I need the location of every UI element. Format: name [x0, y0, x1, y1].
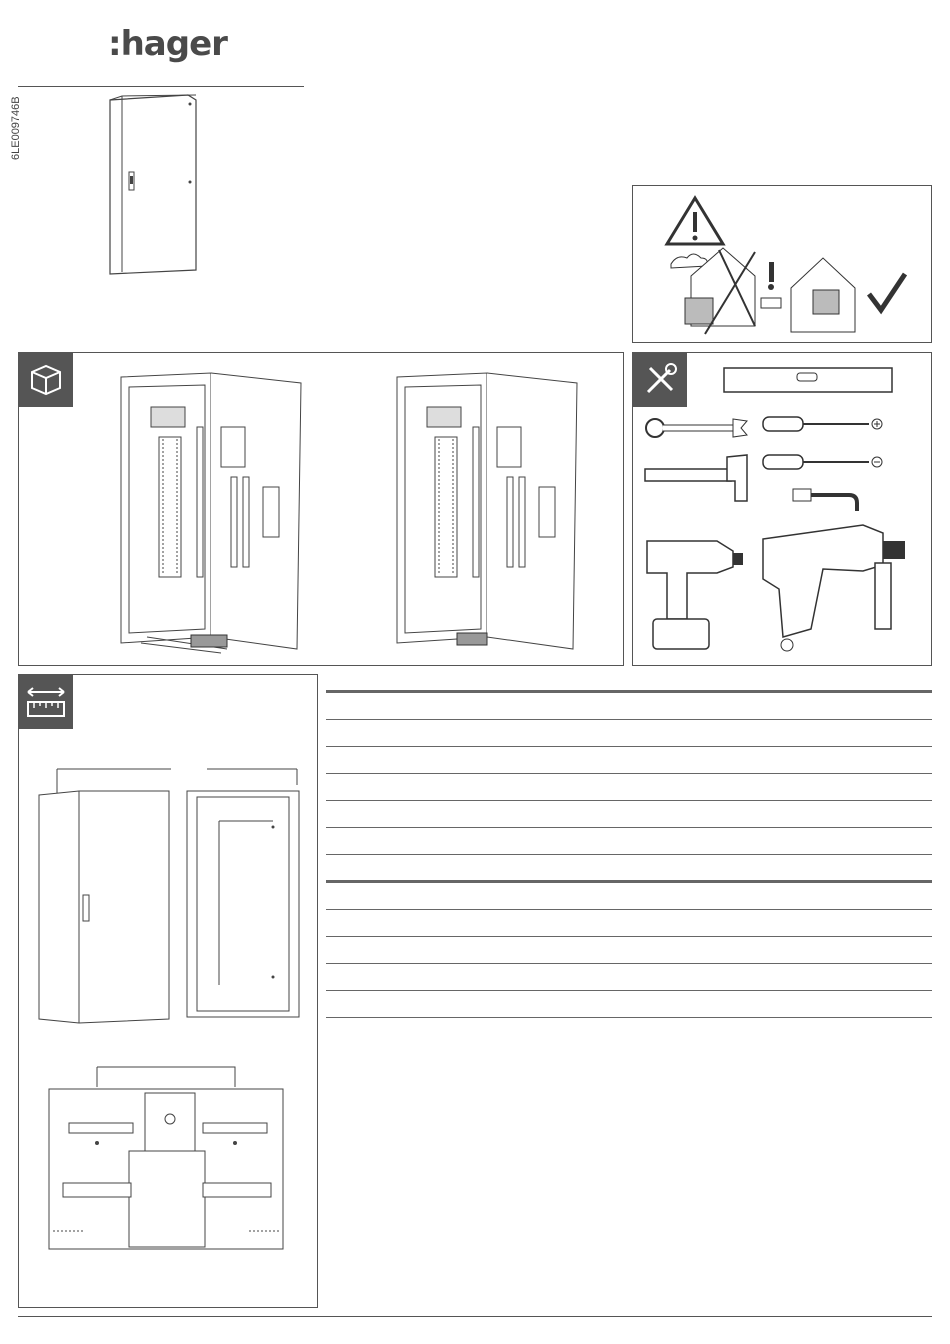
cabinet-mounting-detail	[45, 1063, 291, 1251]
table-row	[326, 747, 932, 774]
tools-panel	[632, 352, 932, 666]
table-row	[326, 693, 932, 720]
spirit-level-icon	[723, 367, 893, 393]
specification-table-1	[326, 690, 932, 855]
header-divider	[18, 86, 304, 87]
dimensions-icon	[19, 675, 73, 729]
document-reference: 6LE009746B	[10, 96, 22, 160]
contents-panel	[18, 352, 624, 666]
cordless-drill-icon	[637, 533, 747, 657]
open-cabinet-illustration-b	[377, 367, 607, 657]
cabinet-back-view	[183, 765, 303, 1031]
specification-table-2	[326, 880, 932, 1018]
open-cabinet-illustration-a	[101, 367, 331, 657]
table-row	[326, 774, 932, 801]
warning-triangle-icon	[633, 186, 931, 342]
hammer-icon	[643, 453, 753, 503]
dimensions-panel	[18, 674, 318, 1308]
hammer-drill-icon	[753, 519, 923, 659]
table-row	[326, 991, 932, 1018]
table-row	[326, 801, 932, 828]
cabinet-illustration	[100, 92, 200, 277]
hager-logo: :hager	[108, 24, 227, 64]
tools-icon	[633, 353, 687, 407]
table-row	[326, 964, 932, 991]
phillips-screwdriver-icon	[761, 413, 891, 435]
table-row	[326, 883, 932, 910]
flat-screwdriver-icon	[761, 451, 891, 473]
cabinet-front-view	[29, 765, 179, 1031]
table-row	[326, 720, 932, 747]
spanner-icon	[641, 413, 751, 443]
footer-divider	[18, 1316, 932, 1317]
box-icon	[19, 353, 73, 407]
table-row	[326, 937, 932, 964]
storage-warning-panel	[632, 185, 932, 343]
table-row	[326, 828, 932, 855]
table-row	[326, 910, 932, 937]
hex-key-icon	[791, 483, 871, 513]
